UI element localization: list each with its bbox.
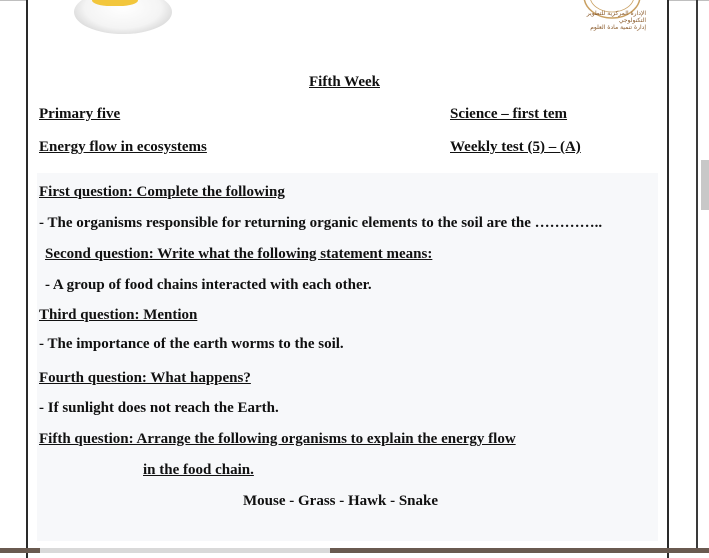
viewer-scrollbar-edge (696, 0, 698, 553)
subject-label: Science – first tem (450, 106, 568, 122)
question-5-title: Fifth question: Arrange the following organisms to explain the energy flow (39, 431, 516, 447)
week-title: Fifth Week (309, 74, 380, 90)
question-3-item: - The importance of the earth worms to the soil. (39, 336, 344, 352)
test-label: Weekly test (5) – (A) (450, 139, 581, 155)
question-2-item: - A group of food chains interacted with each other. (45, 277, 372, 293)
question-1-item: - The organisms responsible for returning organic elements to the soil are the ………….. (39, 215, 603, 231)
question-4-title: Fourth question: What happens? (39, 370, 251, 386)
bottom-toolbar-edge (0, 548, 709, 553)
question-5-organisms: Mouse - Grass - Hawk - Snake (243, 493, 439, 509)
unit-title: Energy flow in ecosystems (39, 139, 207, 155)
crest-caption-line-1: الإدارة المركزية للتطوير التكنولوجي (586, 10, 646, 24)
question-4-item: - If sunlight does not reach the Earth. (39, 400, 279, 416)
question-1-title: First question: Complete the following (39, 184, 285, 200)
question-2-title: Second question: Write what the following statement means: (45, 246, 433, 262)
crest-caption (576, 10, 646, 31)
scrollbar-thumb[interactable] (701, 160, 709, 210)
grade-label: Primary five (39, 106, 121, 122)
horizontal-scrollbar-thumb[interactable] (40, 548, 330, 553)
question-3-title: Third question: Mention (39, 307, 198, 323)
question-5-title-continued: in the food chain. (143, 462, 254, 478)
crest-caption-line-2: إدارة تنمية مادة العلوم (590, 24, 646, 31)
